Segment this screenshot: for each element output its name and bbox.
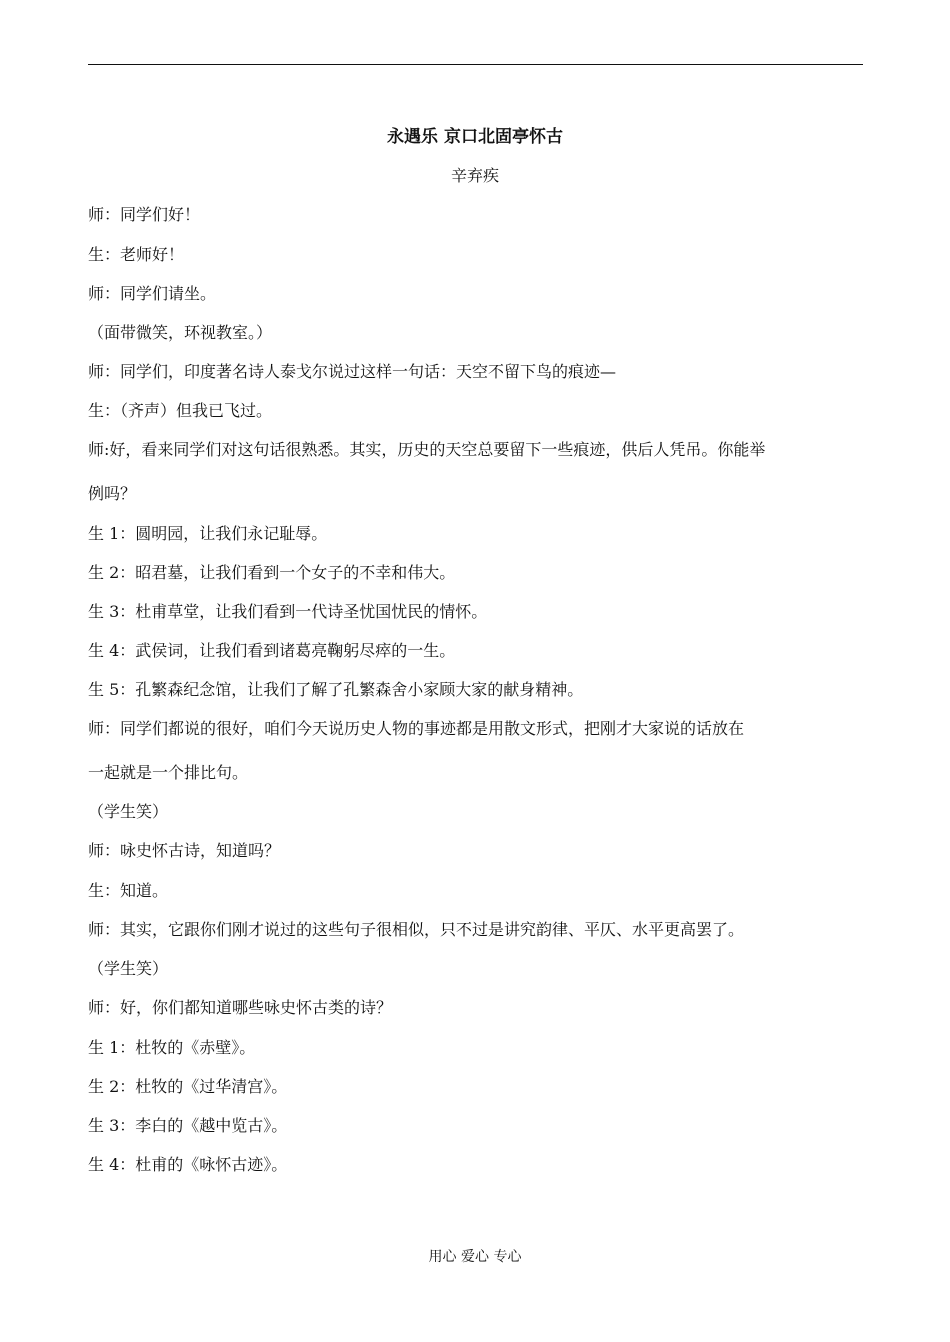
dialogue-line: （面带微笑，环视教室。） bbox=[88, 323, 273, 342]
dialogue-line: 生 1：杜牧的《赤壁》。 bbox=[88, 1038, 256, 1057]
dialogue-line: 师:好，看来同学们对这句话很熟悉。其实，历史的天空总要留下一些痕迹，供后人凭吊。你能举 bbox=[88, 440, 766, 459]
dialogue-line: 生：（齐声）但我已飞过。 bbox=[88, 401, 273, 420]
dialogue-line: （学生笑） bbox=[88, 802, 169, 821]
dialogue-line: 师：同学们好！ bbox=[88, 205, 201, 224]
dialogue-line: 师：好，你们都知道哪些咏史怀古类的诗？ bbox=[88, 998, 393, 1017]
dialogue-line: 生：老师好！ bbox=[88, 245, 185, 264]
document-author: 辛弃疾 bbox=[450, 166, 499, 185]
dialogue-line: 生 5：孔繁森纪念馆，让我们了解了孔繁森舍小家顾大家的献身精神。 bbox=[88, 680, 584, 699]
document-title: 永遇乐 京口北固亭怀古 bbox=[387, 127, 563, 147]
dialogue-line: 师：同学们请坐。 bbox=[88, 284, 217, 303]
dialogue-line: 师：同学们都说的很好，咱们今天说历史人物的事迹都是用散文形式，把刚才大家说的话放在 bbox=[88, 719, 745, 738]
dialogue-line: 师：同学们，印度著名诗人泰戈尔说过这样一句话：天空不留下鸟的痕迹— bbox=[88, 362, 617, 381]
dialogue-line: 生 4：武侯词，让我们看到诸葛亮鞠躬尽瘁的一生。 bbox=[88, 641, 456, 660]
dialogue-line: 例吗？ bbox=[88, 484, 137, 503]
dialogue-line: 师：其实，它跟你们刚才说过的这些句子很相似，只不过是讲究韵律、平仄、水平更高罢了。 bbox=[88, 920, 745, 939]
dialogue-line: 师：咏史怀古诗，知道吗？ bbox=[88, 841, 281, 860]
dialogue-line: 生 3：杜甫草堂，让我们看到一代诗圣忧国忧民的情怀。 bbox=[88, 602, 488, 621]
dialogue-line: 一起就是一个排比句。 bbox=[88, 763, 249, 782]
page-footer: 用心 爱心 专心 bbox=[428, 1249, 522, 1265]
dialogue-line: 生 3：李白的《越中览古》。 bbox=[88, 1116, 288, 1135]
dialogue-line: （学生笑） bbox=[88, 959, 169, 978]
dialogue-line: 生 4：杜甫的《咏怀古迹》。 bbox=[88, 1155, 288, 1174]
dialogue-line: 生 2：杜牧的《过华清宫》。 bbox=[88, 1077, 288, 1096]
dialogue-line: 生 1：圆明园，让我们永记耻辱。 bbox=[88, 524, 328, 543]
dialogue-line: 生 2：昭君墓，让我们看到一个女子的不幸和伟大。 bbox=[88, 563, 456, 582]
dialogue-line: 生：知道。 bbox=[88, 881, 169, 900]
header-rule bbox=[88, 64, 863, 65]
